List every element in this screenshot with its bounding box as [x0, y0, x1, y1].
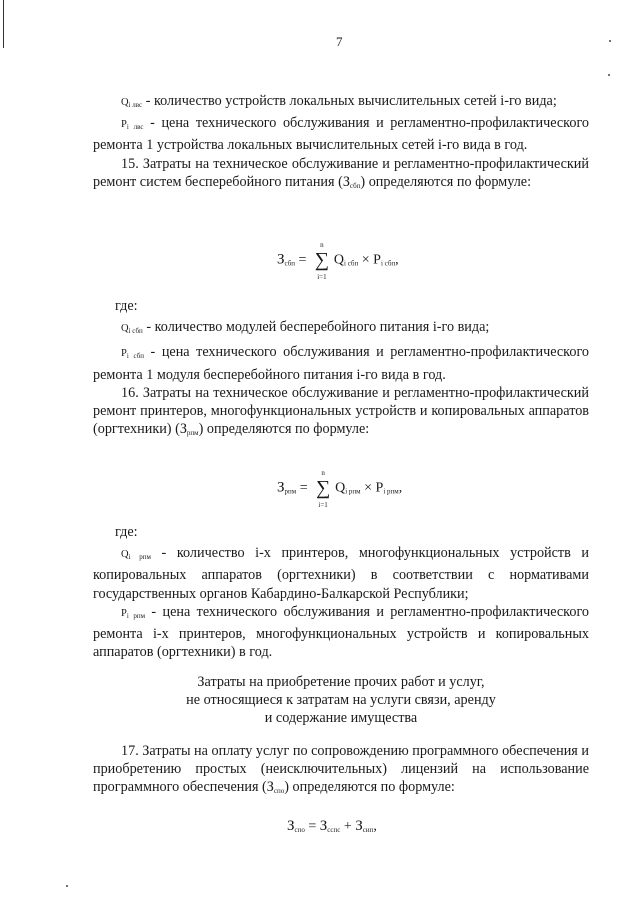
text-block-spo [93, 742, 589, 801]
paragraph-15: 15. Затраты на техническое обслуживание и регламентно-профилактический ремонт систем бесперебойного питания $(З_{сбп})$ определяются по формуле: [93, 155, 589, 190]
sum-symbol: n ∑ i=1 [314, 241, 330, 281]
text-block-intro [93, 92, 589, 195]
left-margin-line [3, 0, 4, 48]
definition-q-lvs: $Q_{i лвс}$ - количество устройств локальных вычислительных сетей i-го вида; [121, 93, 557, 109]
where-label: где: [115, 298, 138, 314]
section-heading: Затраты на приобретение прочих работ и услуг, не относящиеся к затратам на услуги связи, аренду и содержание имущества [186, 674, 496, 727]
formula-rpm: $З_{рпм}$ = n ∑ i=1 $Q_{i рпм} \times P_{i рпм}$, [277, 469, 403, 509]
definition-p-lvs: $P_{i лвс}$ - цена технического обслуживания и регламентно-профилактического ремонта 1 устройства локальных вычислительных сетей i-го вида в год. [93, 115, 590, 154]
formula-sbp: $З_{сбп}$ = n ∑ i=1 $Q_{i сбп} \times P_{i сбп}$, [277, 241, 399, 281]
definition-p-sbp: $P_{i сбп}$ - цена технического обслуживания и регламентно-профилактического ремонта 1 модуля бесперебойного питания i-го вида в год. [93, 344, 590, 383]
definition-p-rpm: $P_{i рпм}$ - цена технического обслуживания и регламентно-профилактического ремонта i-х принтеров, многофункциональных устройств и копировальных аппаратов (оргтехники) в год. [93, 603, 589, 661]
text-block-sbp [93, 297, 589, 442]
formula-spo: $З_{спо} = З_{сспс} + З_{сип}$, [287, 818, 377, 834]
page-number: 7 [336, 34, 343, 49]
scan-speck [609, 40, 611, 42]
paragraph-17: 17. Затраты на оплату услуг по сопровождению программного обеспечения и приобретению простых (неисключительных) лицензий на использование программного обеспечения $(З_{спо})$ определяются по формуле: [93, 743, 589, 796]
paragraph-16: 16. Затраты на техническое обслуживание и регламентно-профилактический ремонт принтеров, многофункциональных устройств и копировальных аппаратов (оргтехники) $(З_{рпм})$ определяются по формуле: [93, 384, 589, 438]
sum-symbol: n ∑ i=1 [315, 469, 331, 509]
definition-q-rpm: $Q_{i рпм}$ - количество i-х принтеров, многофункциональных устройств и копировальных аппаратов (оргтехники) в соответствии с нормативами государственных органов Кабардино-Балкарской Республики; [93, 545, 589, 602]
text-block-rpm [93, 523, 589, 661]
where-label: где: [115, 524, 138, 540]
definition-q-sbp: $Q_{i сбп}$ - количество модулей бесперебойного питания i-го вида; [121, 319, 490, 336]
scan-speck [608, 74, 610, 76]
scan-speck [66, 885, 68, 887]
